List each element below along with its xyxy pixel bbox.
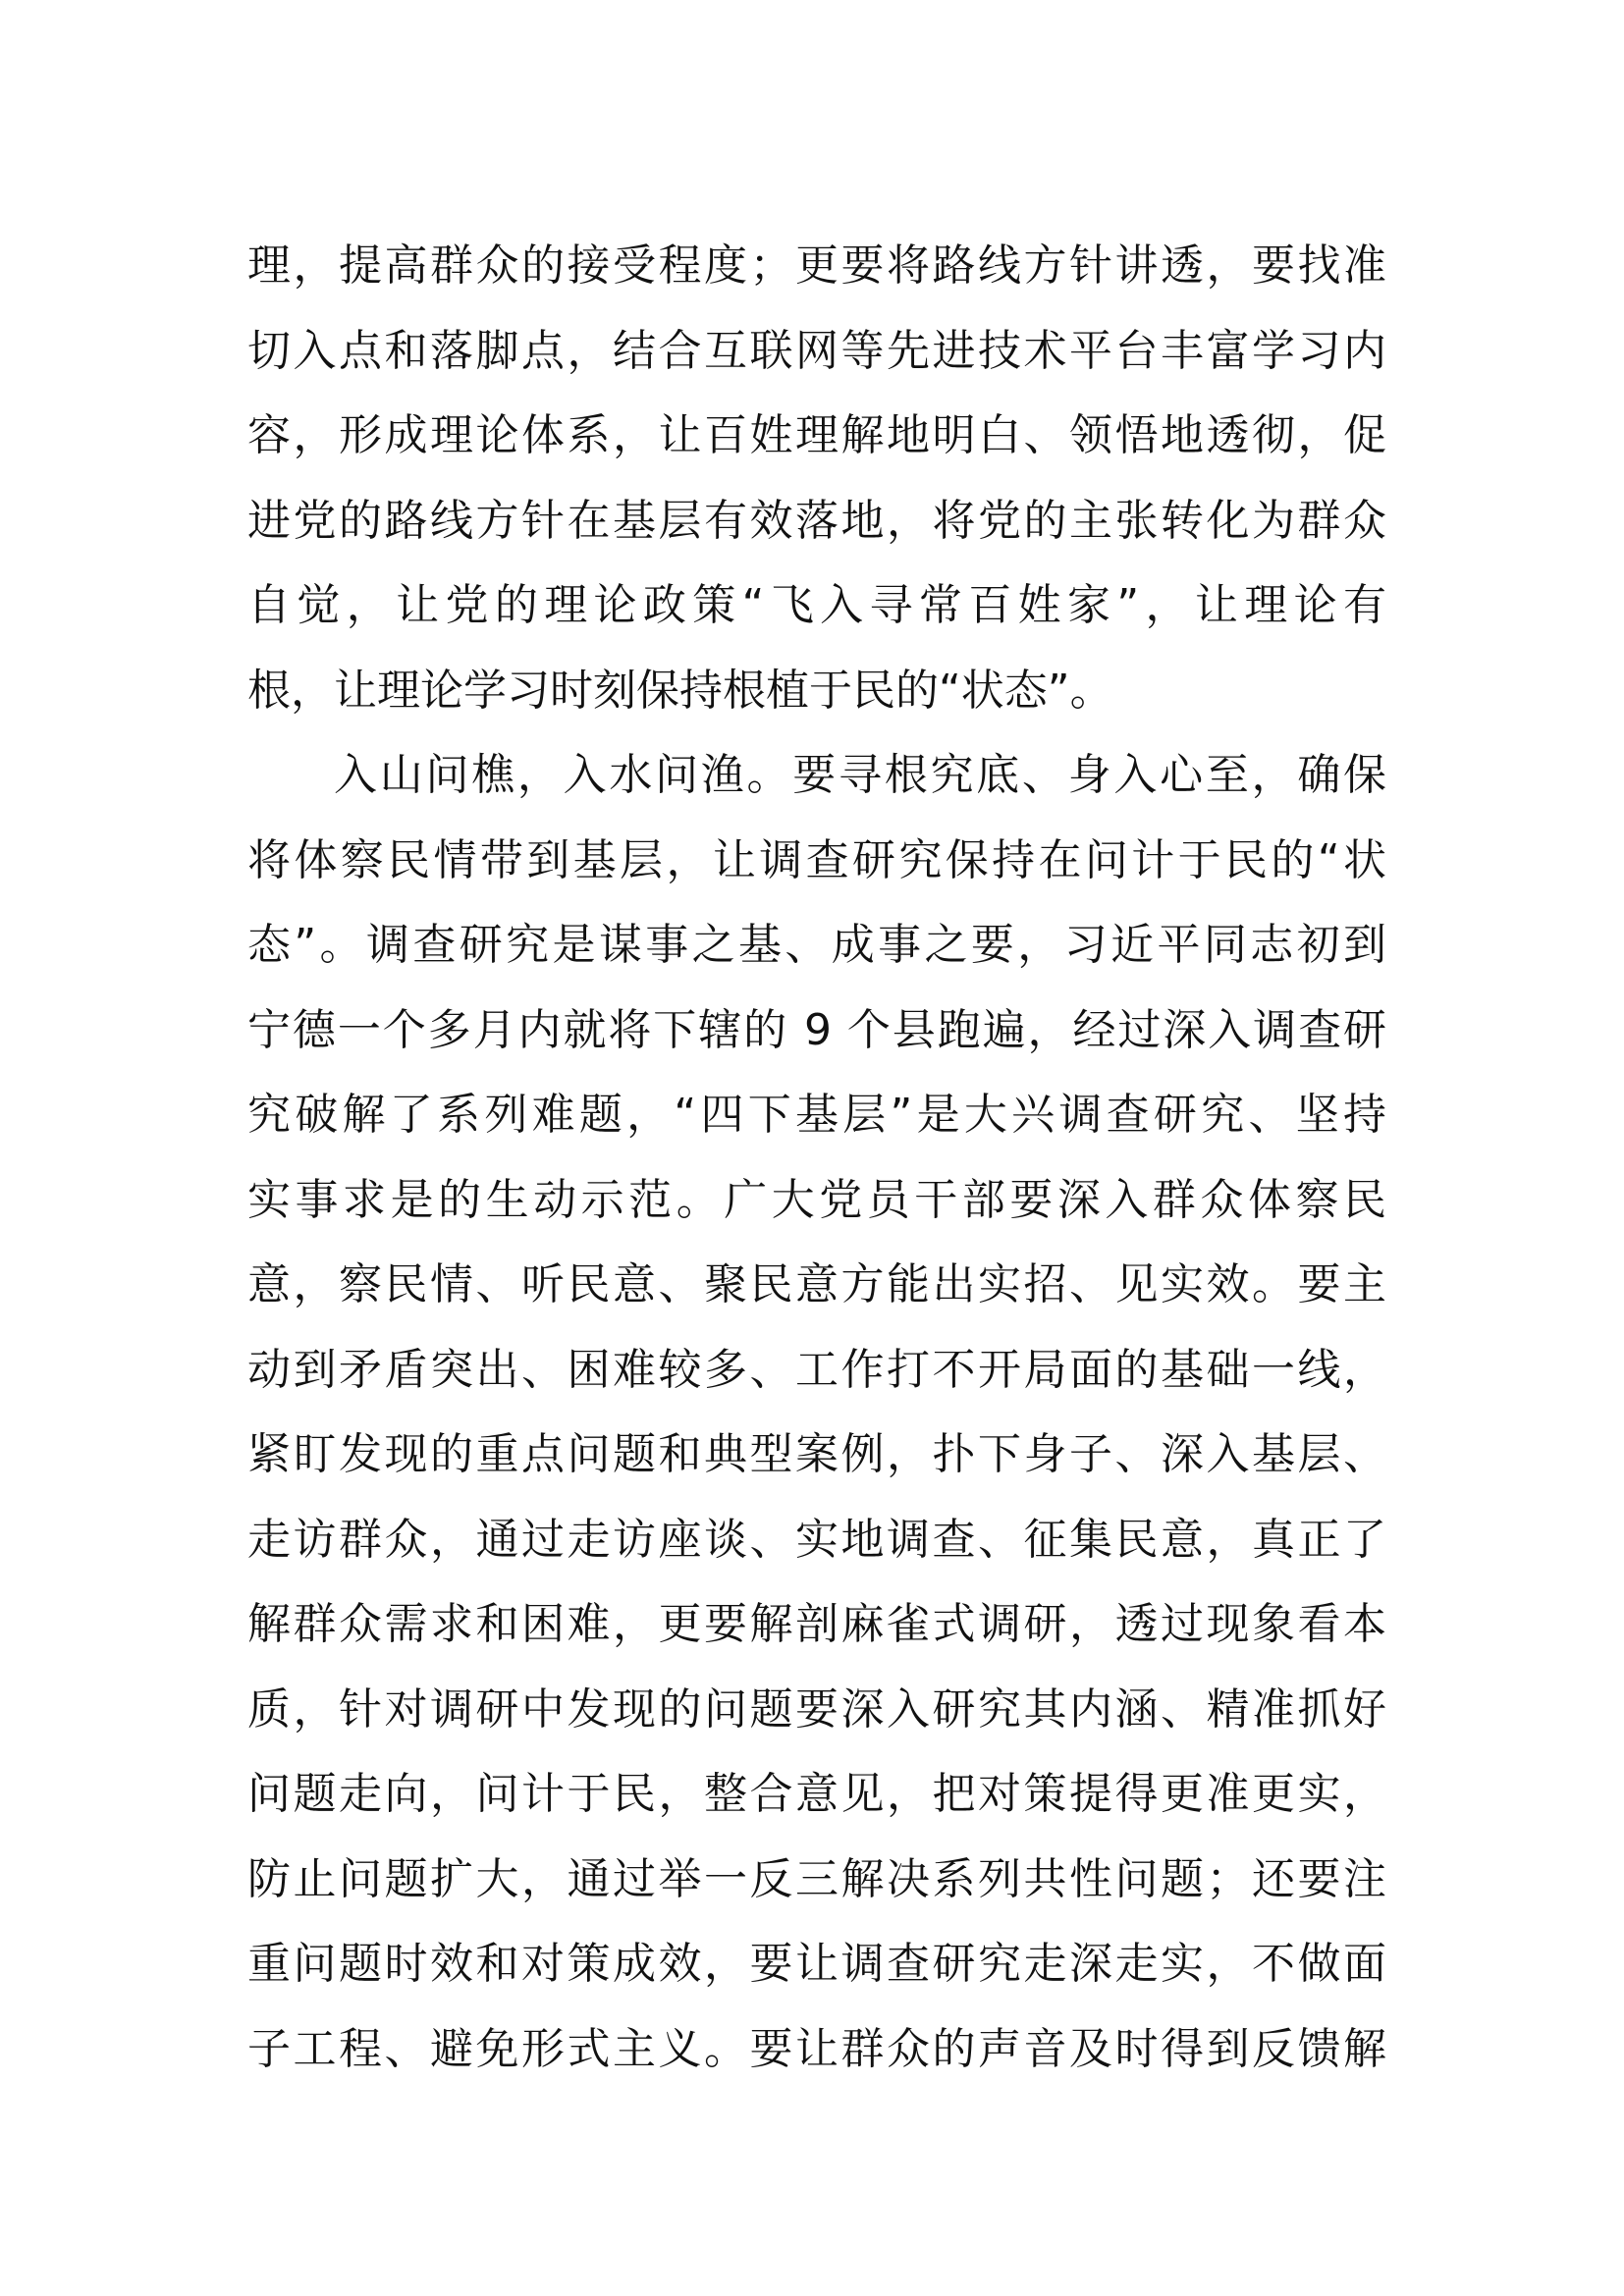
text-line: 走访群众，通过走访座谈、实地调查、征集民意，真正了: [247, 1514, 1386, 1565]
text-line: 防止问题扩大，通过举一反三解决系列共性问题；还要注: [247, 1853, 1386, 1904]
text-line: 解群众需求和困难，更要解剖麻雀式调研，透过现象看本: [247, 1599, 1386, 1649]
text-line: 态”。调查研究是谋事之基、成事之要，习近平同志初到: [247, 920, 1386, 970]
text-line: 问题走向，问计于民，整合意见，把对策提得更准更实，: [247, 1769, 1386, 1819]
text-line: 究破解了系列难题，“四下基层”是大兴调查研究、坚持: [247, 1090, 1386, 1140]
text-line: 进党的路线方针在基层有效落地，将党的主张转化为群众: [247, 495, 1386, 546]
text-line: 重问题时效和对策成效，要让调查研究走深走实，不做面: [247, 1939, 1386, 1989]
text-line: 质，针对调研中发现的问题要深入研究其内涵、精准抓好: [247, 1683, 1386, 1735]
paragraph-first-line: 入山问樵，入水问渔。要寻根究底、身入心至，确保: [334, 750, 1386, 800]
text-line: 实事求是的生动示范。广大党员干部要深入群众体察民: [247, 1174, 1386, 1225]
text-line: 紧盯发现的重点问题和典型案例，扑下身子、深入基层、: [247, 1429, 1386, 1479]
paragraph-end-line: 根，让理论学习时刻保持根植于民的“状态”。: [247, 665, 1113, 716]
text-line: 切入点和落脚点，结合互联网等先进技术平台丰富学习内: [247, 325, 1386, 376]
text-line: 理，提高群众的接受程度；更要将路线方针讲透，要找准: [247, 240, 1386, 291]
text-line: 宁德一个多月内就将下辖的 9 个县跑遍，经过深入调查研: [247, 1004, 1386, 1055]
text-line: 自觉，让党的理论政策“飞入寻常百姓家”，让理论有: [247, 580, 1386, 630]
text-line: 容，形成理论体系，让百姓理解地明白、领悟地透彻，促: [247, 410, 1386, 460]
body-text: [247, 224, 1386, 2092]
text-line: 将体察民情带到基层，让调查研究保持在问计于民的“状: [247, 834, 1386, 885]
text-line: 子工程、避免形式主义。要让群众的声音及时得到反馈解: [247, 2023, 1386, 2074]
text-line: 意，察民情、听民意、聚民意方能出实招、见实效。要主: [247, 1259, 1386, 1309]
text-line: 动到矛盾突出、困难较多、工作打不开局面的基础一线，: [247, 1344, 1386, 1395]
